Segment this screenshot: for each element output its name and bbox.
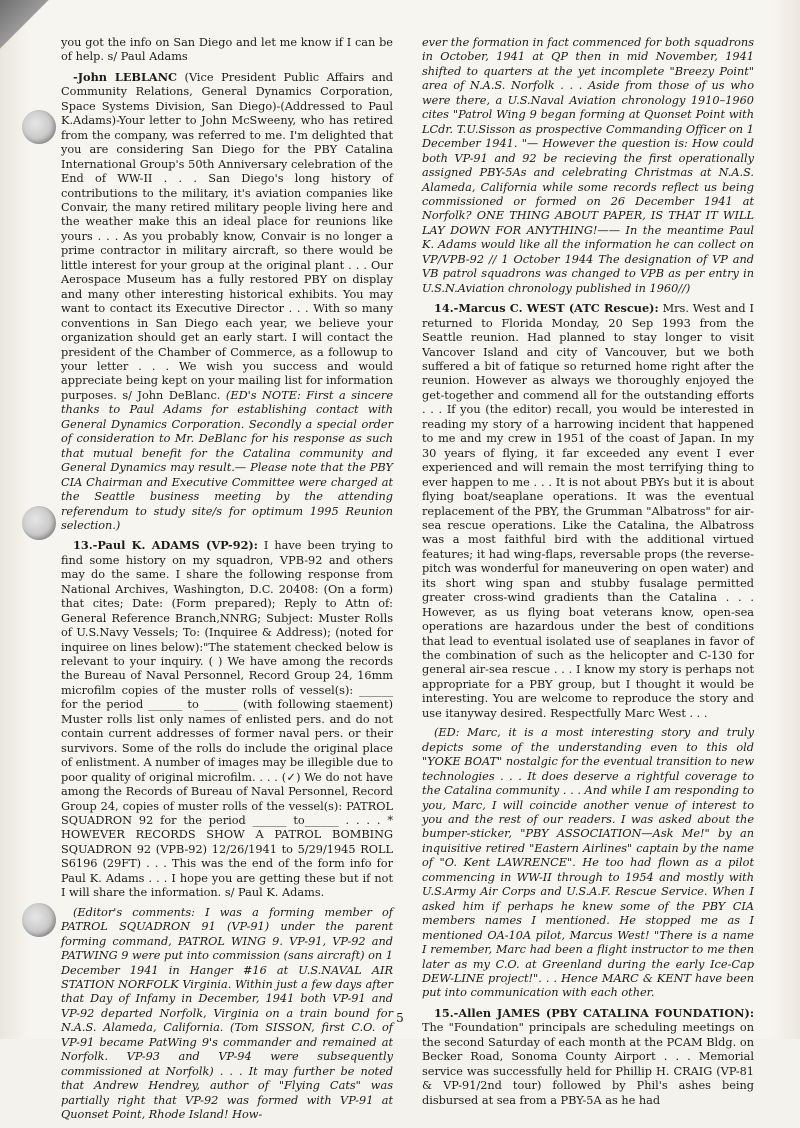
- letter-leblanc-heading: -John LEBLANC: [73, 69, 178, 84]
- left-column: [61, 36, 393, 1128]
- letter-west-body: Mrs. West and I returned to Florida Monday, 20 Sep 1993 from the Seattle reunion. Had planned to stay longer to visit Vancover Island and city of Vancouver, but we both suffered a bit of fatique so returned home right after the reunion. However as always we thoroughly enjoyed the get-together and commend all for the outstanding efforts . . . If you (the editor) recall, you would be interested in reading my story of a harrowing incident that happened to me and my crew in 1951 of the coast of Japan. In my 30 years of flying, it far exceeded any event I ever experienced and will remain the most terrifying thing to ever happen to me . . . It is not about PBYs but it is about flying boat/seaplane operations. It was the eventual replacement of the PBY, the Grumman "Albatross" for air-sea rescue operations. Like the Catalina, the Albatross was a most faithful bird with the additional virtued features; it had wing-flaps, reversable props (the reverse-pitch was wonderful for maneuvering on open water) and its short wing span and stubby fusalage permitted greater cross-wind gradients than the Catalina . . . However, as us flying boat veterans know, open-sea operations are hazardous under the best of conditions that lead to eventual isolated use of seaplanes in favor of the combination of such as the helicopter and C-130 for general air-sea rescue . . . I know my story is perhaps not appropriate for a PBY group, but I thought it would be interesting. You are welcome to reproduce the story and use itanyway desired. Respectfully Marc West . . .: [422, 302, 754, 720]
- letter-james-heading: 15.-Allen JAMES (PBY CATALINA FOUNDATION):: [434, 1005, 754, 1020]
- letter-adams-body: I have been trying to find some history on my squadron, VPB-92 and others may do the same. I share the following response from National Archives, Washington, D.C. 20408: (On a form) that cites; Date: (Form prepared); Reply to Attn of: General Reference Branch,NNRG; Subject: Muster Rolls of U.S.Navy Vessels; To: (Inquiree & Address); (noted for inquiree on lines below):"The statement checked below is relevant to your inquiry. ( ) We have among the records the Bureau of Naval Personnel, Record Group 24, 16mm microfilm copies of the muster rolls of vessel(s): ______ for the period ______ to ______ (with following staement) Muster rolls list only names of enlisted pers. and do not contain current addresses of former naval pers. or their survivors. Some of the rolls do include the original place of enlistment. A number of images may be illegible due to poor quality of original microfilm. . . . (✓) We do not have among the Records of Bureau of Naval Personnel, Record Group 24, copies of muster rolls of the vessel(s): PATROL SQUADRON 92 for the period ______ to______ . . . . * HOWEVER RECORDS SHOW A PATROL BOMBING SQUADRON 92 (VPB-92) 12/26/1941 to 5/29/1945 ROLL S6196 (29FT) . . . This was the end of the form info for Paul K. Adams . . . I hope you are getting these but if not I will share the information. s/ Paul K. Adams.: [61, 539, 393, 900]
- letter-leblanc: [61, 70, 393, 534]
- letter-james-body: The "Foundation" principals are scheduling meetings on the second Saturday of each month at the PCAM Bldg. on Becker Road, Sonoma County Airport . . . Memorial service was successfully held for Phillip H. CRAIG (VP-81 & VP-91/2nd tour) followed by Phil's ashes being disbursed at sea from a PBY-5A as he had: [422, 1021, 754, 1107]
- binder-hole-top: [22, 110, 56, 144]
- letter-adams-heading: 13.-Paul K. ADAMS (VP-92):: [73, 538, 258, 553]
- binder-hole-middle: [22, 506, 56, 540]
- continued-letter-closing: you got the info on San Diego and let me know if I can be of help. s/ Paul Adams: [61, 36, 393, 64]
- letter-leblanc-editor-note: (ED's NOTE: First a sincere thanks to Paul Adams for establishing contact with General Dynamics Corporation. Secondly a special order of consideration to Mr. DeBlanc for his response as such that mutual benefit for the Catalina community and General Dynamics may result.— Please note that the PBY CIA Chairman and Executive Committee were charged at the Seattle business meeting by the attending referendum to study site/s for optimum 1995 Reunion selection.): [61, 388, 394, 532]
- editor-comments: (Editor's comments: I was a forming member of PATROL SQUADRON 91 (VP-91) under the parent forming command, PATROL WING 9. VP-91, VP-92 and PATWING 9 were put into commission (sans aircraft) on 1 December 1941 in Hanger #16 at U.S.NAVAL AIR STATION NORFOLK Virginia. Within just a few days after that Day of Infamy in December, 1941 both VP-91 and VP-92 departed Norfolk, Virginia on a train bound for N.A.S. Alameda, California. (Tom SISSON, first C.O. of VP-91 became PatWing 9's commander and remained at Norfolk. VP-93 and VP-94 were subsequently commissioned at Norfolk) . . . It may further be noted that Andrew Hendrey, author of "Flying Cats" was partially right that VP-92 was formed with VP-91 at Quonset Point, Rhode Island! How-: [61, 905, 393, 1122]
- editor-response-west: (ED: Marc, it is a most interesting story and truly depicts some of the understanding even to this old "YOKE BOAT" nostalgic for the eventual transition to new technologies . . . It does deserve a rightful coverage to the Catalina community . . . And while I am responding to you, Marc, I will coincide another venue of interest to you and the rest of our readers. I was asked about the bumper-sticker, "PBY ASSOCIATION—Ask Me!" by an inquisitive retired "Eastern Airlines" captain by the name of "O. Kent LAWRENCE". He too had flown as a pilot commencing in WW-II through to 1954 and mostly with U.S.Army Air Corps and U.S.A.F. Rescue Service. When I asked him if perhaps he knew some of the PBY CIA members names I mentioned. He stopped me as I mentioned OA-10A pilot, Marcus West! "There is a name I remember, Marc had been a flight instructor to me then later as my C.O. at Greenland during the early Ice-Cap DEW-LINE project!". . . Hence MARC & KENT have been put into communication with each other.: [422, 726, 754, 1000]
- right-column: [422, 36, 754, 1113]
- folded-corner: [0, 0, 60, 60]
- letter-adams: [61, 538, 393, 900]
- editor-comments-continued: ever the formation in fact commenced for both squadrons in October, 1941 at QP then in mid November, 1941 shifted to quarters at the yet incomplete "Breezy Point" area of N.A.S. Norfolk . . . Aside from those of us who were there, a U.S.Naval Aviation chronology 1910–1960 cites "Patrol Wing 9 began forming at Quonset Point with LCdr. T.U.Sisson as prospective Commanding Officer on 1 December 1941. "— However the question is: How could both VP-91 and 92 be recieving the first operationally assigned PBY-5As and celebrating Christmas at N.A.S. Alameda, California while some records reflect us being commissioned or formed on 26 December 1941 at Norfolk? ONE THING ABOUT PAPER, IS THAT IT WILL LAY DOWN FOR ANYTHING!—— In the meantime Paul K. Adams would like all the information he can collect on VP/VPB-92 // 1 October 1944 The designation of VP and VB patrol squadrons was changed to VPB as per entry in U.S.N.Aviation chronology published in 1960//): [422, 36, 754, 295]
- letter-west-heading: 14.-Marcus C. WEST (ATC Rescue):: [434, 301, 659, 316]
- letter-west: [422, 301, 754, 721]
- binder-hole-bottom: [22, 903, 56, 937]
- letter-leblanc-body: (Vice President Public Affairs and Community Relations, General Dynamics Corporation, Space Systems Division, San Diego)-(Addressed to Paul K.Adams)-Your letter to John McSweeny, who has retired from the company, was referred to me. I'm delighted that you are considering San Diego for the PBY Catalina International Group's 50th Anniversary celebration of the End of WW-II . . . San Diego's long history of contributions to the military, it's aviation companies like Convair, the many retired military people living here and the weather make this an ideal place for reunions like yours . . . As you probably know, Convair is no longer a prime contractor in military aircraft, so there would be little interest for your group at the original plant . . . Our Aerospace Museum has a fully restored PBY on display and many other interesting historical exhibits. You may want to contact its Executive Director . . . With so many conventions in San Diego each year, we believe your organization should get an early start. I will contact the president of the Chamber of Commerce, as a followup to your letter . . . We wish you success and would appreciate being kept on your mailing list for information purposes. s/ John DeBlanc.: [61, 70, 393, 402]
- page-number: 5: [396, 1011, 404, 1025]
